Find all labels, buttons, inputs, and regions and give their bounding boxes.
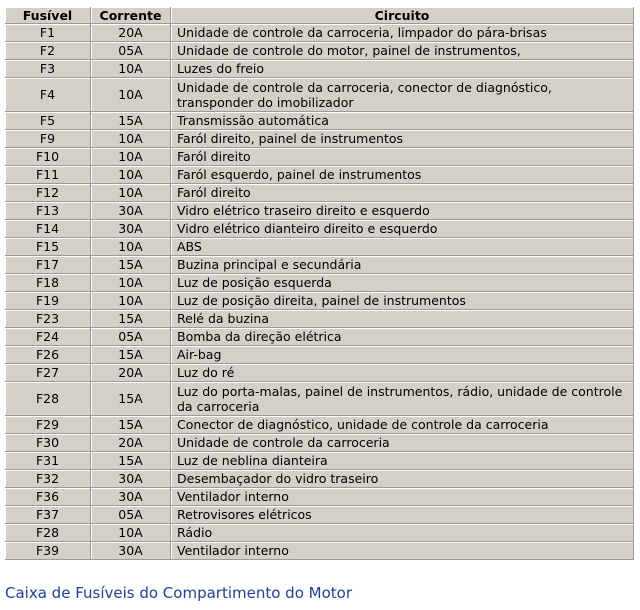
current-cell: 10A bbox=[91, 292, 171, 310]
current-cell: 05A bbox=[91, 42, 171, 60]
table-row bbox=[5, 364, 634, 382]
fuse-id-cell: F23 bbox=[5, 310, 91, 328]
header-circuit: Circuito bbox=[171, 7, 634, 24]
circuit-cell: Buzina principal e secundária bbox=[171, 256, 634, 274]
circuit-cell: Faról direito bbox=[171, 148, 634, 166]
table-row bbox=[5, 112, 634, 130]
circuit-cell: Luz de neblina dianteira bbox=[171, 452, 634, 470]
circuit-cell: Vidro elétrico traseiro direito e esquerdo bbox=[171, 202, 634, 220]
fuse-id-cell: F18 bbox=[5, 274, 91, 292]
header-current: Corrente bbox=[91, 7, 171, 24]
current-cell: 15A bbox=[91, 346, 171, 364]
fuse-id-cell: F12 bbox=[5, 184, 91, 202]
circuit-cell: Desembaçador do vidro traseiro bbox=[171, 470, 634, 488]
circuit-cell: Luz do ré bbox=[171, 364, 634, 382]
current-cell: 30A bbox=[91, 470, 171, 488]
circuit-cell: Vidro elétrico dianteiro direito e esquerdo bbox=[171, 220, 634, 238]
fuse-id-cell: F3 bbox=[5, 60, 91, 78]
fuse-id-cell: F15 bbox=[5, 238, 91, 256]
table-row bbox=[5, 346, 634, 364]
table-row bbox=[5, 328, 634, 346]
fuse-id-cell: F26 bbox=[5, 346, 91, 364]
circuit-cell: Faról direito bbox=[171, 184, 634, 202]
table-row bbox=[5, 434, 634, 452]
fuse-id-cell: F2 bbox=[5, 42, 91, 60]
table-body bbox=[5, 24, 634, 560]
table-row bbox=[5, 24, 634, 42]
circuit-cell: Bomba da direção elétrica bbox=[171, 328, 634, 346]
table-row bbox=[5, 238, 634, 256]
circuit-cell: Luzes do freio bbox=[171, 60, 634, 78]
fuse-id-cell: F13 bbox=[5, 202, 91, 220]
table-row bbox=[5, 488, 634, 506]
table-row bbox=[5, 416, 634, 434]
fuse-id-cell: F10 bbox=[5, 148, 91, 166]
current-cell: 05A bbox=[91, 328, 171, 346]
table-row bbox=[5, 148, 634, 166]
fuse-id-cell: F1 bbox=[5, 24, 91, 42]
table-row bbox=[5, 452, 634, 470]
current-cell: 10A bbox=[91, 148, 171, 166]
current-cell: 10A bbox=[91, 274, 171, 292]
table-row bbox=[5, 274, 634, 292]
current-cell: 05A bbox=[91, 506, 171, 524]
circuit-cell: Conector de diagnóstico, unidade de controle da carroceria bbox=[171, 416, 634, 434]
fuse-id-cell: F30 bbox=[5, 434, 91, 452]
fuse-id-cell: F27 bbox=[5, 364, 91, 382]
fuse-id-cell: F37 bbox=[5, 506, 91, 524]
header-fuse: Fusível bbox=[5, 7, 91, 24]
fuse-id-cell: F36 bbox=[5, 488, 91, 506]
fuse-table-container bbox=[4, 6, 633, 560]
table-row bbox=[5, 202, 634, 220]
table-row bbox=[5, 78, 634, 112]
table-row bbox=[5, 130, 634, 148]
current-cell: 10A bbox=[91, 184, 171, 202]
current-cell: 20A bbox=[91, 24, 171, 42]
current-cell: 10A bbox=[91, 78, 171, 112]
table-row bbox=[5, 524, 634, 542]
table-row bbox=[5, 256, 634, 274]
table-row bbox=[5, 166, 634, 184]
table-row bbox=[5, 42, 634, 60]
current-cell: 20A bbox=[91, 434, 171, 452]
table-row bbox=[5, 220, 634, 238]
circuit-cell: Luz de posição direita, painel de instrumentos bbox=[171, 292, 634, 310]
current-cell: 10A bbox=[91, 166, 171, 184]
fuse-id-cell: F39 bbox=[5, 542, 91, 560]
fuse-id-cell: F11 bbox=[5, 166, 91, 184]
circuit-cell: Ventilador interno bbox=[171, 488, 634, 506]
circuit-cell: Luz de posição esquerda bbox=[171, 274, 634, 292]
circuit-cell: Unidade de controle do motor, painel de instrumentos, bbox=[171, 42, 634, 60]
circuit-cell: ABS bbox=[171, 238, 634, 256]
fuse-id-cell: F4 bbox=[5, 78, 91, 112]
circuit-cell: Unidade de controle da carroceria, conector de diagnóstico, transponder do imobilizador bbox=[171, 78, 634, 112]
circuit-cell: Faról esquerdo, painel de instrumentos bbox=[171, 166, 634, 184]
current-cell: 15A bbox=[91, 256, 171, 274]
current-cell: 15A bbox=[91, 416, 171, 434]
fuse-table bbox=[4, 6, 634, 560]
fuse-id-cell: F14 bbox=[5, 220, 91, 238]
circuit-cell: Ventilador interno bbox=[171, 542, 634, 560]
table-row bbox=[5, 542, 634, 560]
circuit-cell: Rádio bbox=[171, 524, 634, 542]
current-cell: 30A bbox=[91, 542, 171, 560]
fuse-id-cell: F31 bbox=[5, 452, 91, 470]
table-row bbox=[5, 310, 634, 328]
circuit-cell: Air-bag bbox=[171, 346, 634, 364]
current-cell: 15A bbox=[91, 310, 171, 328]
fuse-id-cell: F32 bbox=[5, 470, 91, 488]
current-cell: 30A bbox=[91, 202, 171, 220]
current-cell: 30A bbox=[91, 220, 171, 238]
table-row bbox=[5, 470, 634, 488]
table-row bbox=[5, 60, 634, 78]
circuit-cell: Retrovisores elétricos bbox=[171, 506, 634, 524]
fuse-id-cell: F9 bbox=[5, 130, 91, 148]
current-cell: 10A bbox=[91, 60, 171, 78]
current-cell: 15A bbox=[91, 382, 171, 416]
table-header-row bbox=[5, 7, 634, 24]
circuit-cell: Transmissão automática bbox=[171, 112, 634, 130]
circuit-cell: Faról direito, painel de instrumentos bbox=[171, 130, 634, 148]
fuse-id-cell: F28 bbox=[5, 382, 91, 416]
fuse-id-cell: F28 bbox=[5, 524, 91, 542]
table-row bbox=[5, 292, 634, 310]
fuse-box-caption[interactable]: Caixa de Fusíveis do Compartimento do Motor bbox=[5, 584, 352, 602]
table-row bbox=[5, 506, 634, 524]
fuse-id-cell: F5 bbox=[5, 112, 91, 130]
current-cell: 30A bbox=[91, 488, 171, 506]
circuit-cell: Luz do porta-malas, painel de instrumentos, rádio, unidade de controle da carroceria bbox=[171, 382, 634, 416]
fuse-id-cell: F24 bbox=[5, 328, 91, 346]
current-cell: 10A bbox=[91, 524, 171, 542]
current-cell: 10A bbox=[91, 238, 171, 256]
circuit-cell: Relé da buzina bbox=[171, 310, 634, 328]
current-cell: 15A bbox=[91, 112, 171, 130]
current-cell: 15A bbox=[91, 452, 171, 470]
current-cell: 10A bbox=[91, 130, 171, 148]
fuse-id-cell: F17 bbox=[5, 256, 91, 274]
fuse-id-cell: F29 bbox=[5, 416, 91, 434]
fuse-id-cell: F19 bbox=[5, 292, 91, 310]
table-row bbox=[5, 184, 634, 202]
circuit-cell: Unidade de controle da carroceria bbox=[171, 434, 634, 452]
table-row bbox=[5, 382, 634, 416]
circuit-cell: Unidade de controle da carroceria, limpador do pára-brisas bbox=[171, 24, 634, 42]
current-cell: 20A bbox=[91, 364, 171, 382]
